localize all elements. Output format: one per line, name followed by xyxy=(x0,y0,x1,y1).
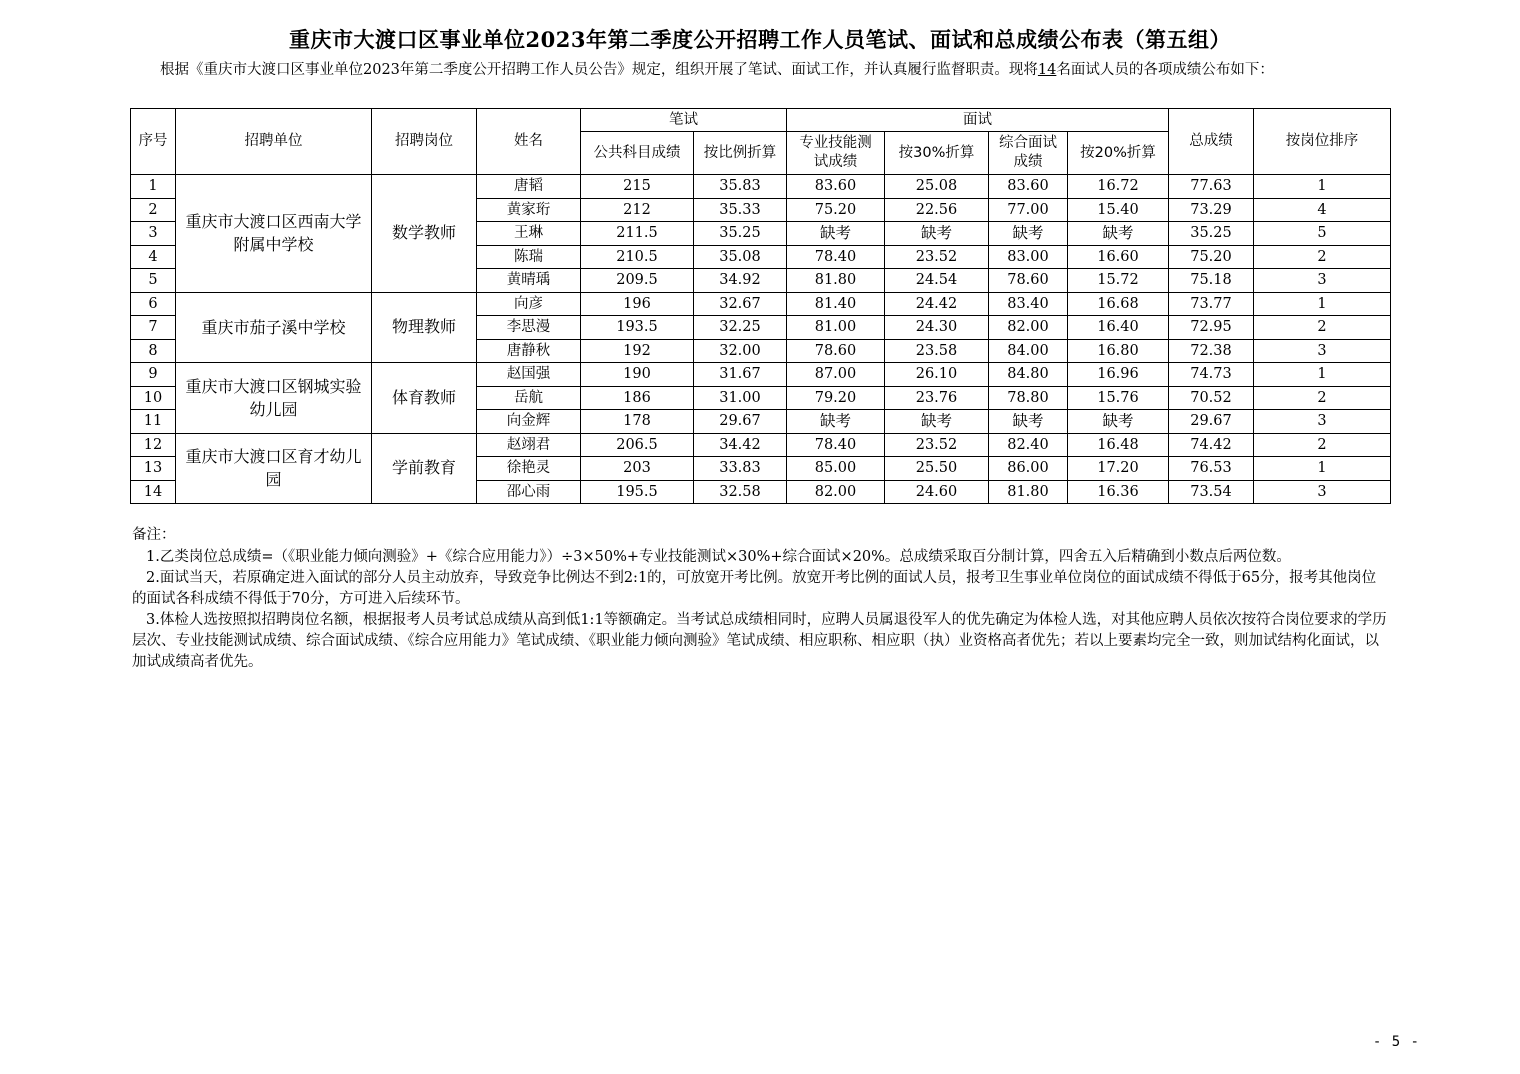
table-row xyxy=(131,292,1391,316)
results-table-body xyxy=(131,175,1391,504)
header-rank: 按岗位排序 xyxy=(1254,109,1391,175)
name-cell: 向彦 xyxy=(477,292,581,316)
written-public-cell: 192 xyxy=(581,339,694,363)
written-public-cell: 215 xyxy=(581,175,694,199)
note-item: 1.乙类岗位总成绩=（《职业能力倾向测验》+《综合应用能力》）÷3×50%+专业技能测试×30%+综合面试×20%。总成绩采取百分制计算，四舍五入后精确到小数点后两位数。 xyxy=(146,549,1291,565)
skill-30-cell: 23.58 xyxy=(885,339,989,363)
seq-cell: 10 xyxy=(131,386,176,410)
name-cell: 陈瑞 xyxy=(477,245,581,269)
total-cell: 73.77 xyxy=(1169,292,1254,316)
skill-30-cell: 24.30 xyxy=(885,316,989,340)
rank-cell: 3 xyxy=(1254,480,1391,504)
written-ratio-cell: 31.00 xyxy=(694,386,787,410)
written-ratio-cell: 35.08 xyxy=(694,245,787,269)
rank-cell: 1 xyxy=(1254,457,1391,481)
written-public-cell: 206.5 xyxy=(581,433,694,457)
seq-cell: 5 xyxy=(131,269,176,293)
post-cell: 体育教师 xyxy=(372,363,477,434)
skill-test-cell: 缺考 xyxy=(787,222,885,246)
comp-20-cell: 缺考 xyxy=(1068,222,1169,246)
comp-interview-cell: 77.00 xyxy=(989,198,1068,222)
written-public-cell: 178 xyxy=(581,410,694,434)
rank-cell: 3 xyxy=(1254,339,1391,363)
comp-20-cell: 16.68 xyxy=(1068,292,1169,316)
rank-cell: 2 xyxy=(1254,316,1391,340)
skill-test-cell: 78.40 xyxy=(787,245,885,269)
notes-section xyxy=(132,525,1390,673)
written-public-cell: 210.5 xyxy=(581,245,694,269)
comp-20-cell: 16.36 xyxy=(1068,480,1169,504)
comp-20-cell: 15.40 xyxy=(1068,198,1169,222)
comp-20-cell: 16.80 xyxy=(1068,339,1169,363)
written-public-cell: 190 xyxy=(581,363,694,387)
written-ratio-cell: 34.92 xyxy=(694,269,787,293)
note-item: 3.体检人选按照拟招聘岗位名额，根据报考人员考试总成绩从高到低1:1等额确定。当考试总成绩相同时，应聘人员属退役军人的优先确定为体检人选，对其他应聘人员依次按符合岗位要求的学历层次、专业技能测试成绩、综合面试成绩、《综合应用能力》笔试成绩、《职业能力倾向测验》笔试成绩、相应职称、相应职（执）业资格高者优先；若以上要素均完全一致，则加试结构化面试，以加试成绩高者优先。 xyxy=(132,612,1387,670)
skill-test-cell: 79.20 xyxy=(787,386,885,410)
seq-cell: 13 xyxy=(131,457,176,481)
header-skill-30: 按30%折算 xyxy=(885,132,989,175)
rank-cell: 5 xyxy=(1254,222,1391,246)
comp-interview-cell: 78.80 xyxy=(989,386,1068,410)
skill-30-cell: 23.76 xyxy=(885,386,989,410)
seq-cell: 2 xyxy=(131,198,176,222)
total-cell: 72.95 xyxy=(1169,316,1254,340)
name-cell: 岳航 xyxy=(477,386,581,410)
name-cell: 向金辉 xyxy=(477,410,581,434)
skill-test-cell: 78.40 xyxy=(787,433,885,457)
unit-cell: 重庆市大渡口区西南大学附属中学校 xyxy=(176,175,372,293)
header-skill-test: 专业技能测试成绩 xyxy=(787,132,885,175)
total-cell: 73.29 xyxy=(1169,198,1254,222)
post-cell: 物理教师 xyxy=(372,292,477,363)
total-cell: 77.63 xyxy=(1169,175,1254,199)
unit-cell: 重庆市茄子溪中学校 xyxy=(176,292,372,363)
post-cell: 数学教师 xyxy=(372,175,477,293)
seq-cell: 12 xyxy=(131,433,176,457)
skill-30-cell: 23.52 xyxy=(885,433,989,457)
written-ratio-cell: 32.58 xyxy=(694,480,787,504)
rank-cell: 2 xyxy=(1254,386,1391,410)
written-ratio-cell: 34.42 xyxy=(694,433,787,457)
name-cell: 赵国强 xyxy=(477,363,581,387)
written-public-cell: 212 xyxy=(581,198,694,222)
skill-30-cell: 缺考 xyxy=(885,410,989,434)
header-comp-20: 按20%折算 xyxy=(1068,132,1169,175)
written-public-cell: 193.5 xyxy=(581,316,694,340)
header-written: 笔试 xyxy=(581,109,787,132)
skill-30-cell: 23.52 xyxy=(885,245,989,269)
intro-paragraph xyxy=(132,60,1388,81)
total-cell: 76.53 xyxy=(1169,457,1254,481)
skill-test-cell: 87.00 xyxy=(787,363,885,387)
skill-test-cell: 83.60 xyxy=(787,175,885,199)
comp-interview-cell: 缺考 xyxy=(989,222,1068,246)
skill-test-cell: 缺考 xyxy=(787,410,885,434)
seq-cell: 4 xyxy=(131,245,176,269)
total-cell: 74.73 xyxy=(1169,363,1254,387)
total-cell: 73.54 xyxy=(1169,480,1254,504)
written-public-cell: 209.5 xyxy=(581,269,694,293)
comp-20-cell: 16.40 xyxy=(1068,316,1169,340)
name-cell: 徐艳灵 xyxy=(477,457,581,481)
comp-interview-cell: 82.00 xyxy=(989,316,1068,340)
skill-30-cell: 缺考 xyxy=(885,222,989,246)
comp-interview-cell: 83.40 xyxy=(989,292,1068,316)
comp-interview-cell: 86.00 xyxy=(989,457,1068,481)
total-cell: 74.42 xyxy=(1169,433,1254,457)
skill-30-cell: 24.42 xyxy=(885,292,989,316)
skill-30-cell: 22.56 xyxy=(885,198,989,222)
table-row xyxy=(131,363,1391,387)
skill-30-cell: 26.10 xyxy=(885,363,989,387)
comp-interview-cell: 81.80 xyxy=(989,480,1068,504)
comp-20-cell: 15.76 xyxy=(1068,386,1169,410)
rank-cell: 2 xyxy=(1254,245,1391,269)
skill-30-cell: 25.08 xyxy=(885,175,989,199)
comp-20-cell: 17.20 xyxy=(1068,457,1169,481)
notes-label: 备注： xyxy=(132,527,176,543)
skill-test-cell: 75.20 xyxy=(787,198,885,222)
skill-test-cell: 85.00 xyxy=(787,457,885,481)
rank-cell: 2 xyxy=(1254,433,1391,457)
comp-interview-cell: 82.40 xyxy=(989,433,1068,457)
total-cell: 72.38 xyxy=(1169,339,1254,363)
page-title: 重庆市大渡口区事业单位2023年第二季度公开招聘工作人员笔试、面试和总成绩公布表（第五组） xyxy=(289,27,1231,52)
table-row xyxy=(131,433,1391,457)
skill-test-cell: 78.60 xyxy=(787,339,885,363)
rank-cell: 3 xyxy=(1254,269,1391,293)
written-ratio-cell: 32.00 xyxy=(694,339,787,363)
unit-cell: 重庆市大渡口区育才幼儿园 xyxy=(176,433,372,504)
comp-20-cell: 15.72 xyxy=(1068,269,1169,293)
seq-cell: 14 xyxy=(131,480,176,504)
rank-cell: 1 xyxy=(1254,175,1391,199)
written-ratio-cell: 29.67 xyxy=(694,410,787,434)
skill-test-cell: 81.80 xyxy=(787,269,885,293)
header-written-public: 公共科目成绩 xyxy=(581,132,694,175)
total-cell: 70.52 xyxy=(1169,386,1254,410)
total-cell: 75.20 xyxy=(1169,245,1254,269)
post-cell: 学前教育 xyxy=(372,433,477,504)
skill-test-cell: 82.00 xyxy=(787,480,885,504)
comp-interview-cell: 84.80 xyxy=(989,363,1068,387)
table-row xyxy=(131,175,1391,199)
intro-text-before: 根据《重庆市大渡口区事业单位2023年第二季度公开招聘工作人员公告》规定，组织开展了笔试、面试工作，并认真履行监督职责。现将 xyxy=(160,62,1038,78)
name-cell: 唐韬 xyxy=(477,175,581,199)
page-number: - 5 - xyxy=(1372,1034,1420,1050)
seq-cell: 1 xyxy=(131,175,176,199)
skill-test-cell: 81.40 xyxy=(787,292,885,316)
seq-cell: 7 xyxy=(131,316,176,340)
name-cell: 王琳 xyxy=(477,222,581,246)
header-post: 招聘岗位 xyxy=(372,109,477,175)
written-ratio-cell: 32.67 xyxy=(694,292,787,316)
written-public-cell: 196 xyxy=(581,292,694,316)
header-comp-interview: 综合面试成绩 xyxy=(989,132,1068,175)
seq-cell: 3 xyxy=(131,222,176,246)
written-public-cell: 203 xyxy=(581,457,694,481)
comp-20-cell: 16.48 xyxy=(1068,433,1169,457)
comp-20-cell: 16.72 xyxy=(1068,175,1169,199)
comp-interview-cell: 83.00 xyxy=(989,245,1068,269)
total-cell: 35.25 xyxy=(1169,222,1254,246)
rank-cell: 1 xyxy=(1254,292,1391,316)
name-cell: 黄晴瑀 xyxy=(477,269,581,293)
rank-cell: 4 xyxy=(1254,198,1391,222)
header-interview: 面试 xyxy=(787,109,1169,132)
header-written-ratio: 按比例折算 xyxy=(694,132,787,175)
name-cell: 李思漫 xyxy=(477,316,581,340)
seq-cell: 8 xyxy=(131,339,176,363)
seq-cell: 11 xyxy=(131,410,176,434)
skill-test-cell: 81.00 xyxy=(787,316,885,340)
total-cell: 29.67 xyxy=(1169,410,1254,434)
seq-cell: 6 xyxy=(131,292,176,316)
written-ratio-cell: 31.67 xyxy=(694,363,787,387)
name-cell: 黄家珩 xyxy=(477,198,581,222)
name-cell: 唐静秋 xyxy=(477,339,581,363)
written-public-cell: 211.5 xyxy=(581,222,694,246)
written-ratio-cell: 35.33 xyxy=(694,198,787,222)
results-table xyxy=(130,108,1391,504)
skill-30-cell: 24.54 xyxy=(885,269,989,293)
written-ratio-cell: 33.83 xyxy=(694,457,787,481)
skill-30-cell: 24.60 xyxy=(885,480,989,504)
unit-cell: 重庆市大渡口区钢城实验幼儿园 xyxy=(176,363,372,434)
written-ratio-cell: 32.25 xyxy=(694,316,787,340)
written-public-cell: 186 xyxy=(581,386,694,410)
note-item: 2.面试当天，若原确定进入面试的部分人员主动放弃，导致竞争比例达不到2:1的，可放宽开考比例。放宽开考比例的面试人员，报考卫生事业单位岗位的面试成绩不得低于65分，报考其他岗位的面试各科成绩不得低于70分，方可进入后续环节。 xyxy=(132,570,1377,607)
written-ratio-cell: 35.83 xyxy=(694,175,787,199)
name-cell: 赵翊君 xyxy=(477,433,581,457)
comp-interview-cell: 78.60 xyxy=(989,269,1068,293)
total-cell: 75.18 xyxy=(1169,269,1254,293)
written-ratio-cell: 35.25 xyxy=(694,222,787,246)
header-name: 姓名 xyxy=(477,109,581,175)
written-public-cell: 195.5 xyxy=(581,480,694,504)
intro-text-after: 名面试人员的各项成绩公布如下： xyxy=(1056,62,1274,78)
comp-20-cell: 16.96 xyxy=(1068,363,1169,387)
name-cell: 邵心雨 xyxy=(477,480,581,504)
comp-interview-cell: 84.00 xyxy=(989,339,1068,363)
skill-30-cell: 25.50 xyxy=(885,457,989,481)
comp-20-cell: 16.60 xyxy=(1068,245,1169,269)
rank-cell: 1 xyxy=(1254,363,1391,387)
rank-cell: 3 xyxy=(1254,410,1391,434)
comp-interview-cell: 83.60 xyxy=(989,175,1068,199)
seq-cell: 9 xyxy=(131,363,176,387)
header-total: 总成绩 xyxy=(1169,109,1254,175)
comp-20-cell: 缺考 xyxy=(1068,410,1169,434)
intro-count: 14 xyxy=(1037,62,1057,78)
header-unit: 招聘单位 xyxy=(176,109,372,175)
header-seq: 序号 xyxy=(131,109,176,175)
comp-interview-cell: 缺考 xyxy=(989,410,1068,434)
